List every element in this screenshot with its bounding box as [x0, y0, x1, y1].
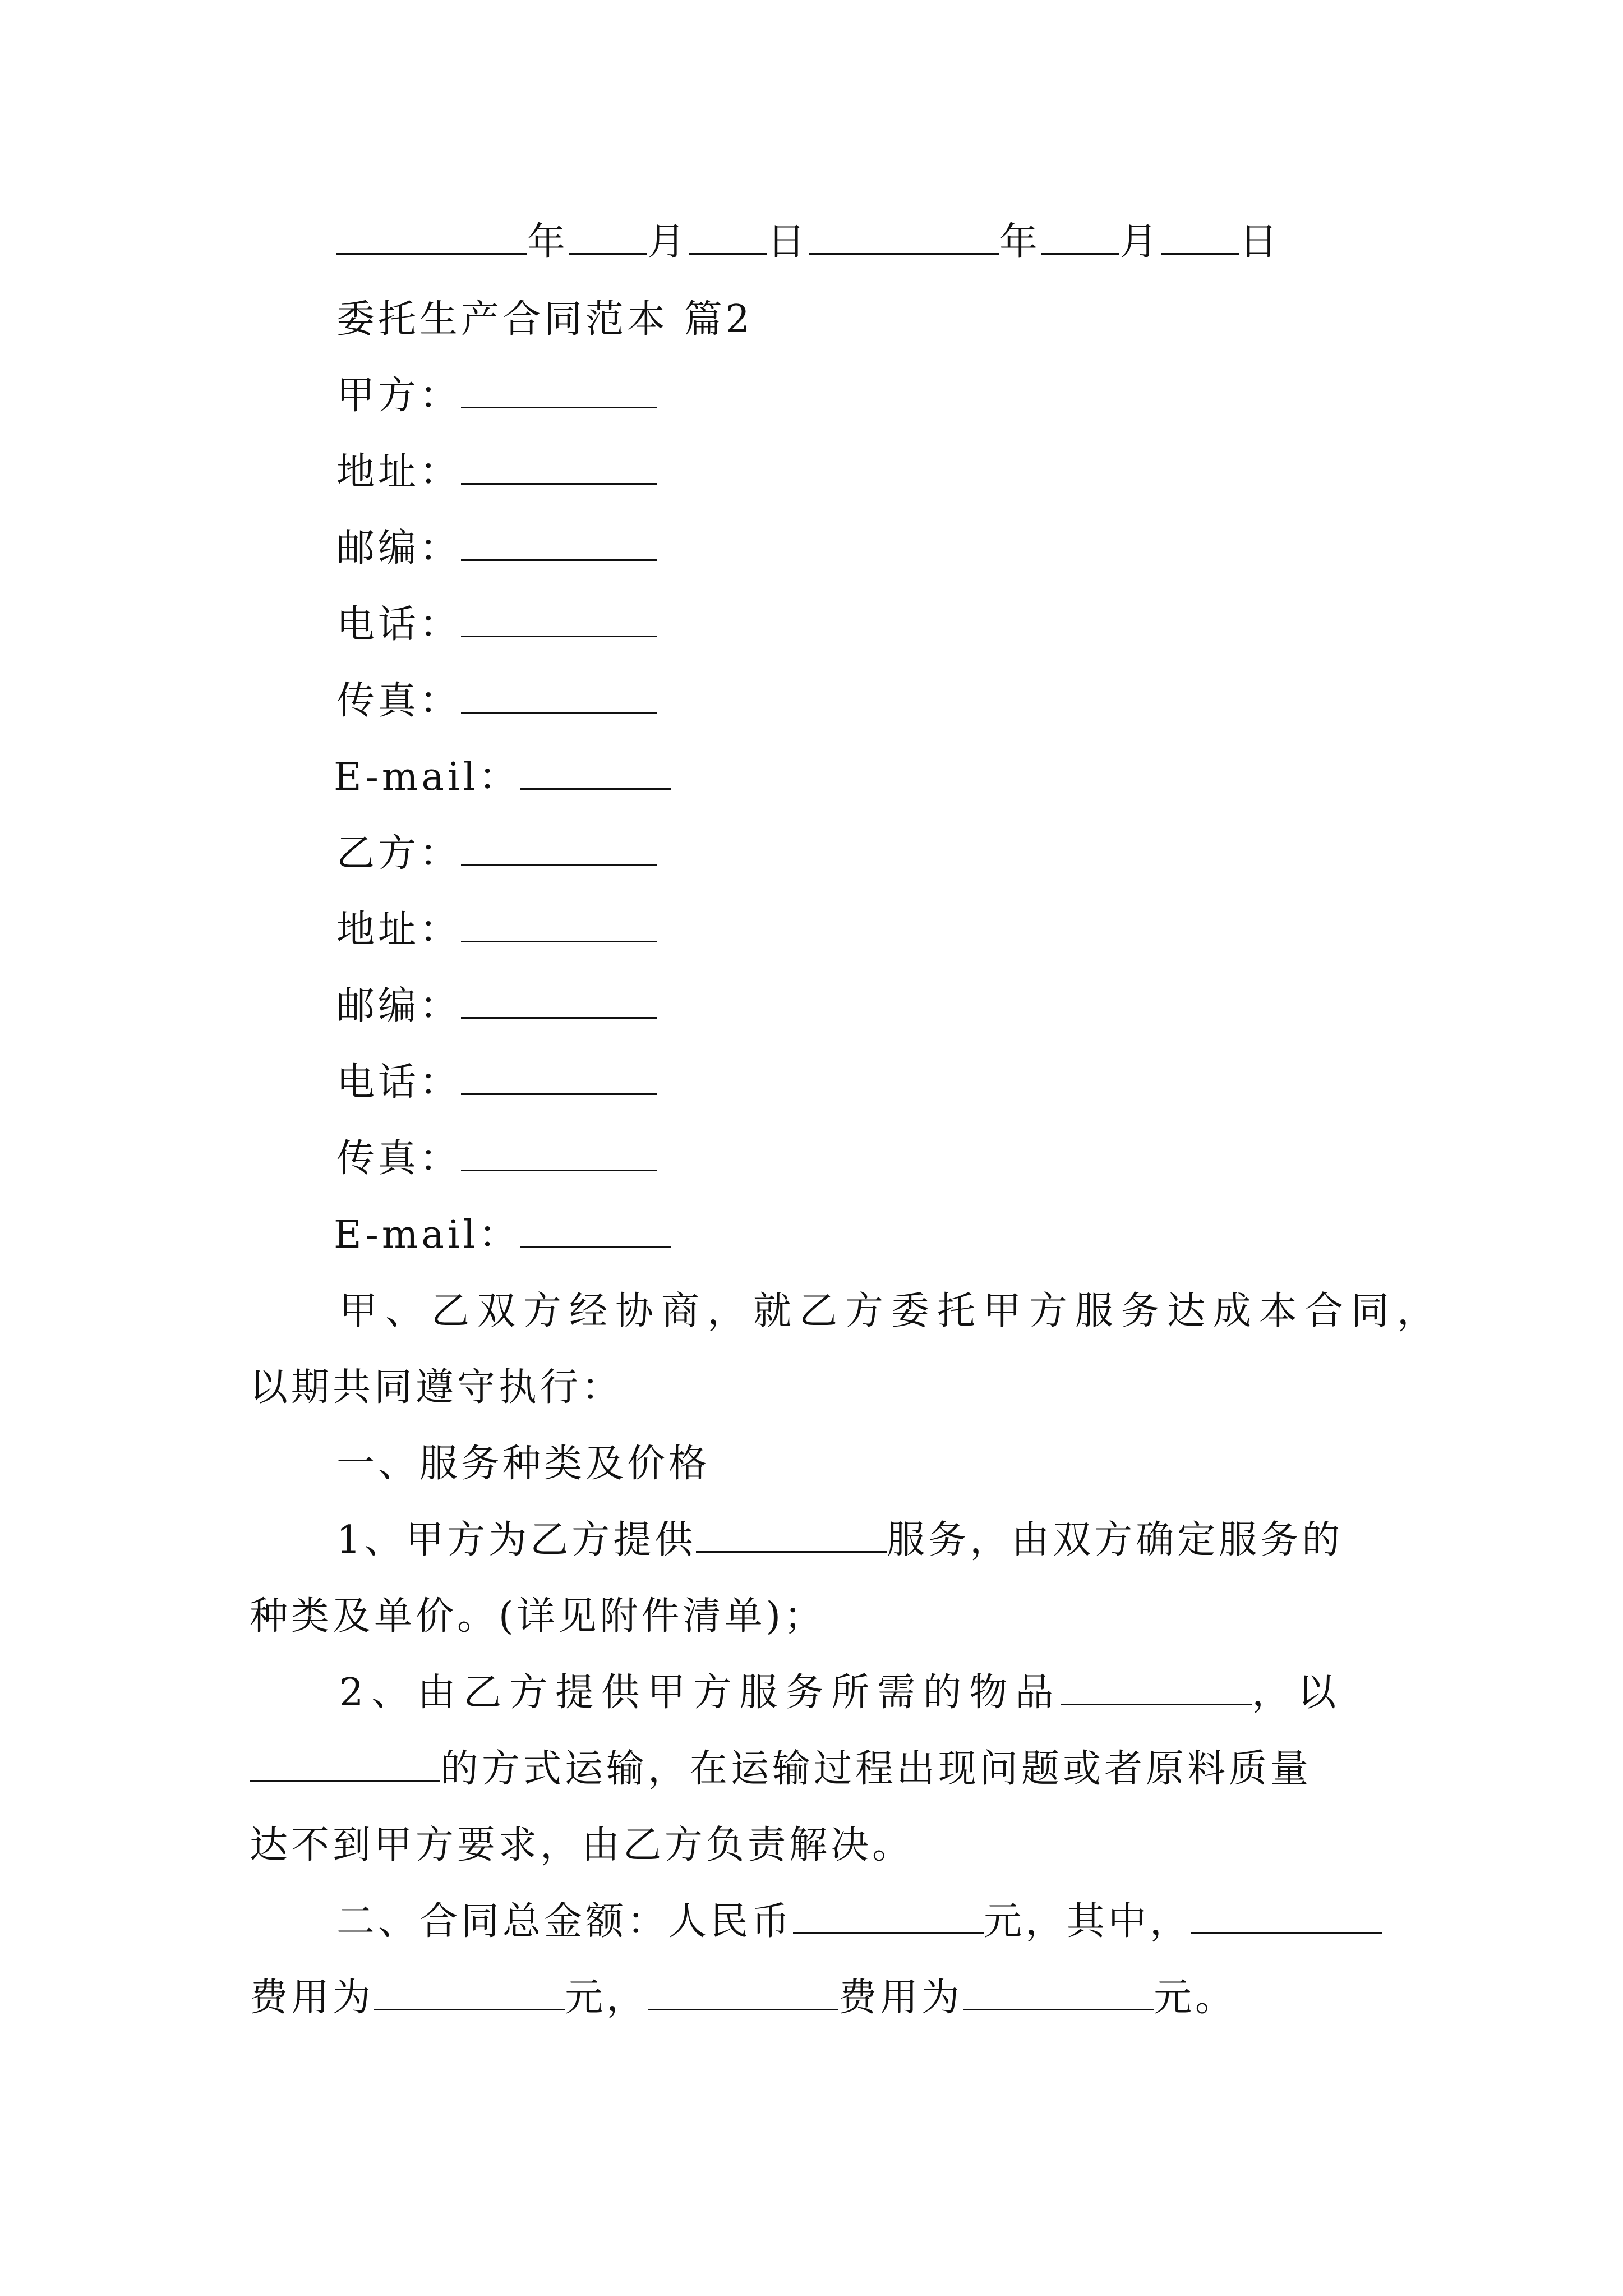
party-a-address-row — [336, 450, 657, 495]
address-label: 地址： — [336, 450, 462, 494]
party-b-email-row — [334, 1213, 671, 1258]
party-b-label: 乙方： — [336, 831, 462, 876]
fax-label: 传真： — [336, 679, 462, 723]
party-b-fax-row — [336, 1137, 657, 1181]
fee-item-blank[interactable] — [1191, 1900, 1382, 1934]
party-a-email-row — [334, 755, 671, 800]
address-blank[interactable] — [461, 908, 657, 942]
materials-blank[interactable] — [1061, 1671, 1252, 1705]
intro-line-2: 以期共同遵守执行： — [250, 1365, 624, 1410]
document-heading: 委托生产合同范本 篇2 — [336, 297, 753, 342]
party-b-blank[interactable] — [461, 832, 657, 866]
party-a-row — [336, 374, 657, 418]
day-label: 日 — [1239, 220, 1281, 264]
clause-1-line-1: 1、甲方为乙方提供 服务，由双方确定服务的 — [336, 1518, 1344, 1562]
transport-blank[interactable] — [250, 1747, 440, 1782]
party-b-phone-row — [336, 1060, 657, 1105]
party-a-phone-row — [336, 602, 657, 647]
year-label: 年 — [527, 220, 569, 264]
fax-blank[interactable] — [461, 679, 657, 714]
party-a-blank[interactable] — [461, 374, 657, 408]
postcode-blank[interactable] — [461, 984, 657, 1019]
intro-line-1: 甲、乙双方经协商，就乙方委托甲方服务达成本合同， — [339, 1289, 1444, 1333]
month-label: 月 — [647, 220, 689, 264]
year-blank[interactable] — [809, 220, 999, 255]
total-amount-blank[interactable] — [793, 1900, 984, 1934]
clause-2-line-2: 的方式运输，在运输过程出现问题或者原料质量 — [250, 1747, 1312, 1792]
party-a-postcode-row — [336, 526, 657, 571]
year-label: 年 — [999, 220, 1041, 264]
day-label: 日 — [767, 220, 809, 264]
day-blank[interactable] — [1161, 220, 1239, 255]
month-blank[interactable] — [1041, 220, 1119, 255]
party-b-address-row — [336, 908, 657, 953]
postcode-label: 邮编： — [336, 526, 462, 570]
day-blank[interactable] — [689, 220, 767, 255]
fax-label: 传真： — [336, 1137, 462, 1181]
clause-2-line-3: 达不到甲方要求，由乙方负责解决。 — [250, 1823, 914, 1867]
clause-2-line-1: 2、由乙方提供甲方服务所需的物品 ，以 — [339, 1671, 1344, 1715]
party-a-label: 甲方： — [336, 374, 462, 418]
section-2-line-1: 二、合同总金额：人民币 元，其中， — [336, 1899, 1382, 1944]
section-1-title: 一、服务种类及价格 — [336, 1442, 711, 1486]
email-label: E-mail： — [334, 1213, 520, 1257]
email-label: E-mail： — [334, 755, 520, 799]
fee-item-blank[interactable] — [648, 1976, 838, 2010]
postcode-label: 邮编： — [336, 984, 462, 1028]
phone-label: 电话： — [336, 602, 462, 647]
email-blank[interactable] — [520, 1213, 671, 1248]
year-blank[interactable] — [336, 220, 527, 255]
fax-blank[interactable] — [461, 1137, 657, 1171]
phone-blank[interactable] — [461, 603, 657, 637]
month-blank[interactable] — [569, 220, 647, 255]
party-a-fax-row — [336, 679, 657, 724]
phone-label: 电话： — [336, 1060, 462, 1105]
fee-amount-blank[interactable] — [963, 1976, 1154, 2010]
fee-amount-blank[interactable] — [374, 1976, 565, 2010]
signature-date-line — [336, 220, 1281, 265]
address-label: 地址： — [336, 908, 462, 952]
section-2-line-2: 费用为 元， 费用为 元。 — [250, 1976, 1237, 2020]
month-label: 月 — [1119, 220, 1161, 264]
party-b-row — [336, 831, 657, 876]
service-blank[interactable] — [696, 1519, 887, 1553]
party-b-postcode-row — [336, 984, 657, 1029]
clause-1-line-2: 种类及单价。(详见附件清单)； — [250, 1594, 826, 1639]
phone-blank[interactable] — [461, 1061, 657, 1095]
email-blank[interactable] — [520, 756, 671, 790]
postcode-blank[interactable] — [461, 527, 657, 561]
address-blank[interactable] — [461, 450, 657, 485]
